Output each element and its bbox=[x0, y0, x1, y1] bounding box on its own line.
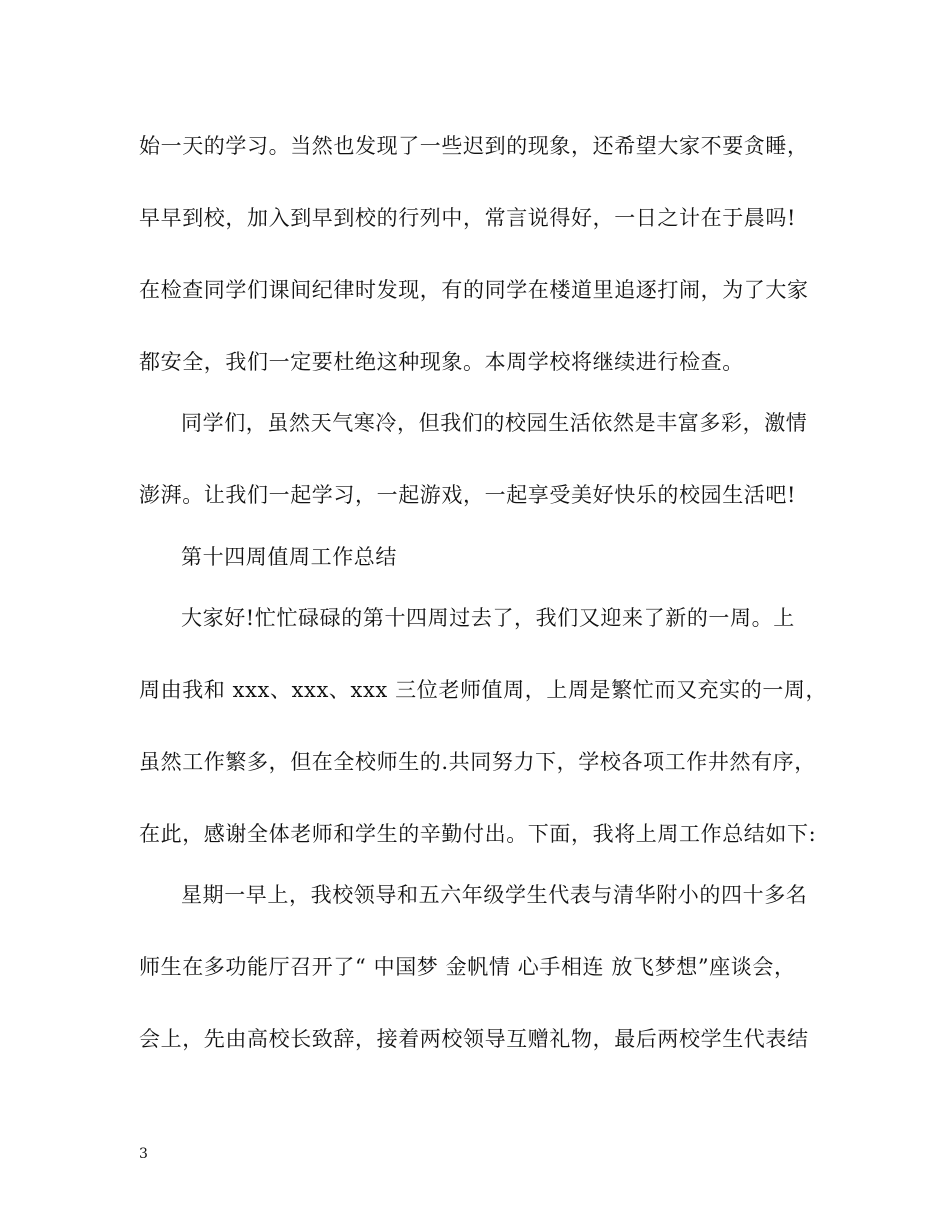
text-line: 同学们，虽然天气寒冷，但我们的校园生活依然是丰富多彩，激情 bbox=[181, 411, 808, 435]
page-number: 3 bbox=[139, 1146, 148, 1162]
text-line: 在此，感谢全体老师和学生的辛勤付出。下面，我将上周工作总结如下: bbox=[139, 822, 817, 846]
text-line: 早早到校，加入到早到校的行列中，常言说得好，一日之计在于晨吗! bbox=[139, 206, 797, 230]
text-line: 周由我和 xxx、xxx、xxx 三位老师值周，上周是繁忙而又充实的一周， bbox=[139, 678, 828, 702]
section-title: 第十四周值周工作总结 bbox=[181, 545, 397, 569]
text-line: 在检查同学们课间纪律时发现，有的同学在楼道里追逐打闹，为了大家 bbox=[139, 278, 809, 302]
text-line: 都安全，我们一定要杜绝这种现象。本周学校将继续进行检查。 bbox=[139, 350, 744, 374]
text-line: 大家好!忙忙碌碌的第十四周过去了，我们又迎来了新的一周。上 bbox=[181, 606, 795, 630]
text-line: 澎湃。让我们一起学习，一起游戏，一起享受美好快乐的校园生活吧! bbox=[139, 483, 797, 507]
text-line: 会上，先由高校长致辞，接着两校领导互赠礼物，最后两校学生代表结 bbox=[139, 1027, 809, 1051]
text-line: 始一天的学习。当然也发现了一些迟到的现象，还希望大家不要贪睡， bbox=[139, 134, 809, 158]
text-line: 虽然工作繁多，但在全校师生的.共同努力下，学校各项工作井然有序， bbox=[139, 750, 816, 774]
text-line: 师生在多功能厅召开了“ 中国梦 金帆情 心手相连 放飞梦想”座谈会， bbox=[139, 955, 796, 979]
text-line: 星期一早上，我校领导和五六年级学生代表与清华附小的四十多名 bbox=[181, 883, 808, 907]
